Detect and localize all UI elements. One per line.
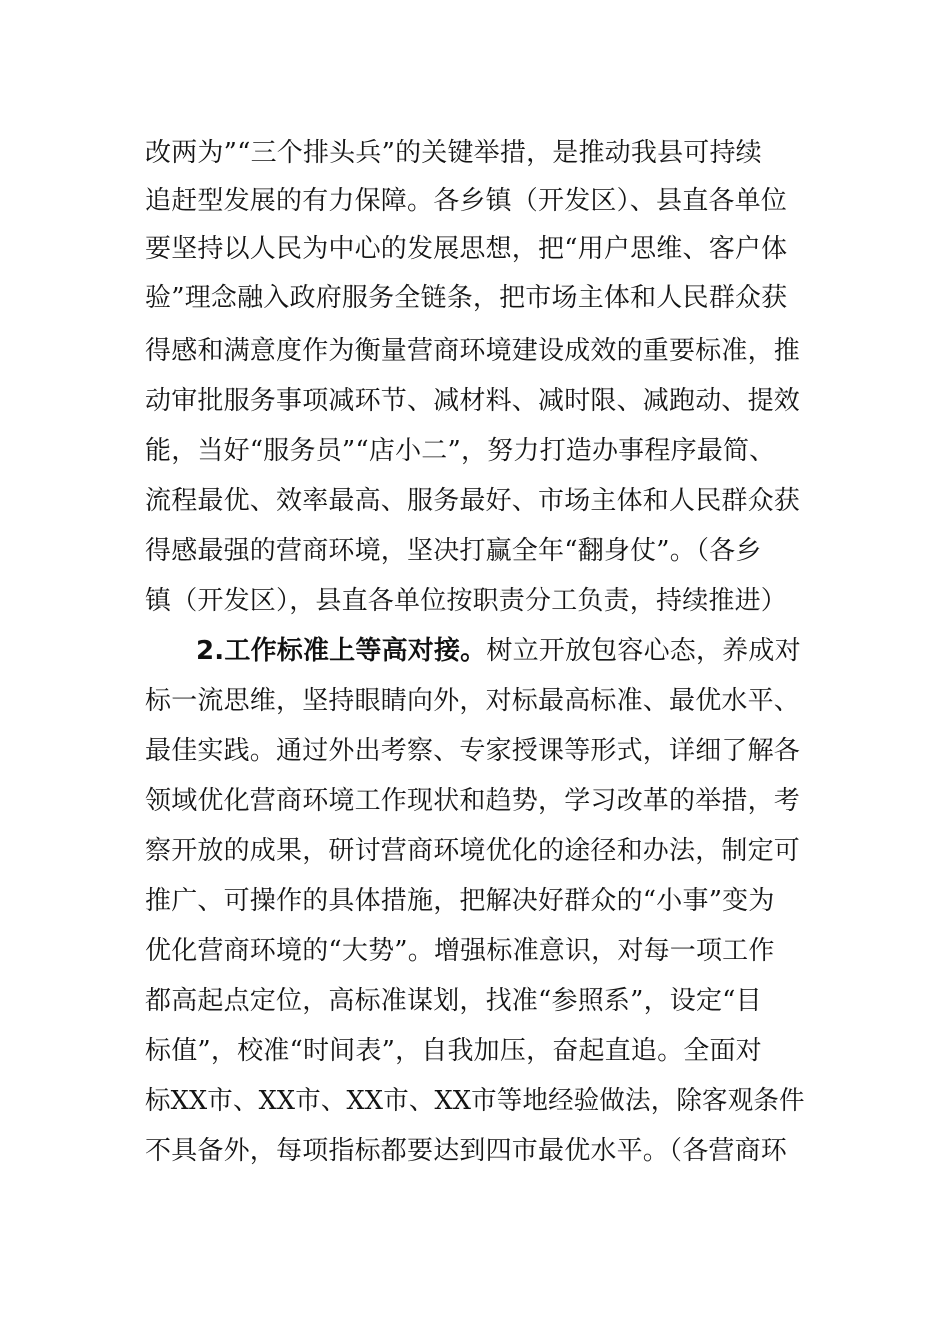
text-line: 都高起点定位，高标准谋划，找准“参照系”，设定“目 <box>145 986 762 1016</box>
text-line: 追赶型发展的有力保障。各乡镇（开发区）、县直各单位 <box>145 186 788 216</box>
text-line: 动审批服务事项减环节、减材料、减时限、减跑动、提效 <box>145 386 801 416</box>
text-line: 能，当好“服务员”“店小二”，努力打造办事程序最简、 <box>145 436 776 466</box>
text-line: 推广、可操作的具体措施，把解决好群众的“小事”变为 <box>145 886 775 916</box>
text-line: 标值”，校准“时间表”，自我加压，奋起直追。全面对 <box>145 1036 762 1066</box>
text-line: 得感和满意度作为衡量营商环境建设成效的重要标准，推 <box>145 336 801 366</box>
text-line: 最佳实践。通过外出考察、专家授课等形式，详细了解各 <box>145 736 801 766</box>
text-line: 领域优化营商环境工作现状和趋势，学习改革的举措，考 <box>145 786 801 816</box>
text-line: 验”理念融入政府服务全链条，把市场主体和人民群众获 <box>145 283 788 313</box>
text-line: 标XX市、XX市、XX市、XX市等地经验做法，除客观条件 <box>145 1086 805 1116</box>
text-line: 得感最强的营商环境，坚决打赢全年“翻身仗”。（各乡 <box>145 536 762 566</box>
text-line: 不具备外，每项指标都要达到四市最优水平。（各营商环 <box>145 1136 788 1166</box>
text-line: 改两为”“三个排头兵”的关键举措，是推动我县可持续 <box>145 138 762 168</box>
text-line: 镇（开发区），县直各单位按职责分工负责，持续推进） <box>145 586 788 616</box>
text-line: 察开放的成果，研讨营商环境优化的途径和办法，制定可 <box>145 836 801 866</box>
text-line: 要坚持以人民为中心的发展思想，把“用户思维、客户体 <box>145 234 788 264</box>
text-line: 流程最优、效率最高、服务最好、市场主体和人民群众获 <box>145 486 801 516</box>
text-line: 优化营商环境的“大势”。增强标准意识，对每一项工作 <box>145 936 775 966</box>
text-line: 标一流思维，坚持眼睛向外，对标最高标准、最优水平、 <box>145 686 801 716</box>
section-heading: 2.工作标准上等高对接。 <box>196 636 487 666</box>
section-first-line-text: 树立开放包容心态，养成对 <box>486 636 801 666</box>
section-first-line <box>196 636 801 666</box>
